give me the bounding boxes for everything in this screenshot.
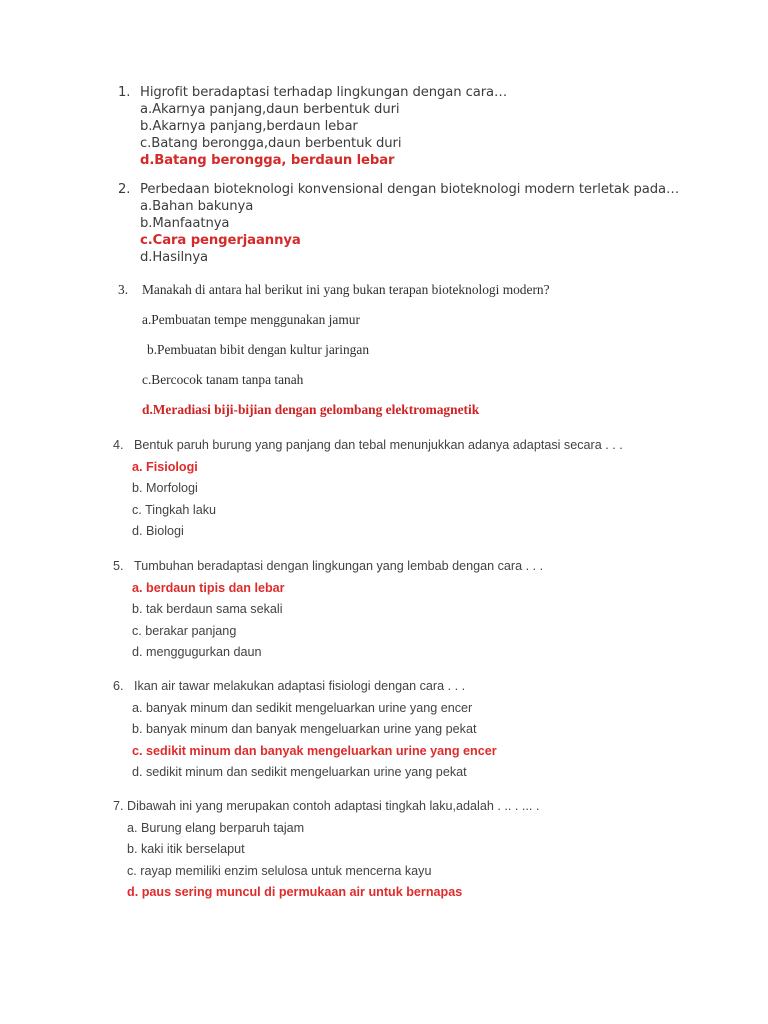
question-number: 7. [113, 799, 124, 813]
option-b[interactable]: b.Pembuatan bibit dengan kultur jaringan [147, 342, 370, 357]
option-c-correct[interactable]: c. sedikit minum dan banyak mengeluarkan urine yang encer [132, 743, 497, 758]
question-prompt-row [0, 679, 768, 694]
option-c[interactable]: c. rayap memiliki enzim selulosa untuk mencerna kayu [127, 863, 432, 878]
question-number: 1. [118, 85, 131, 100]
question-prompt: Ikan air tawar melakukan adaptasi fisiologi dengan cara . . . [134, 679, 466, 693]
option-a[interactable]: a.Bahan bakunya [140, 199, 254, 214]
option-b[interactable]: b. Morfologi [132, 481, 198, 495]
question-block-2 [0, 181, 768, 266]
option-b[interactable]: b. kaki itik berselaput [127, 842, 245, 856]
question-prompt-row [0, 559, 768, 574]
option-d[interactable]: d. menggugurkan daun [132, 645, 262, 659]
option-a[interactable]: a. banyak minum dan sedikit mengeluarkan urine yang encer [132, 700, 473, 715]
question-number: 6. [113, 679, 124, 693]
option-a[interactable]: a.Akarnya panjang,daun berbentuk duri [140, 102, 400, 117]
question-prompt-row [0, 84, 768, 101]
question-prompt: Tumbuhan beradaptasi dengan lingkungan yang lembab dengan cara . . . [134, 559, 544, 573]
question-prompt: Higrofit beradaptasi terhadap lingkungan dengan cara… [140, 85, 508, 100]
question-block-7 [0, 799, 768, 900]
option-a-correct[interactable]: a. berdaun tipis dan lebar [132, 580, 285, 595]
option-a[interactable]: a.Pembuatan tempe menggunakan jamur [142, 312, 360, 327]
option-d-correct[interactable]: d. paus sering muncul di permukaan air untuk bernapas [127, 885, 463, 899]
question-block-4 [0, 438, 768, 539]
option-d[interactable]: d. sedikit minum dan sedikit mengeluarkan urine yang pekat [132, 765, 467, 779]
option-d[interactable]: d.Hasilnya [140, 250, 209, 265]
option-c[interactable]: c.Bercocok tanam tanpa tanah [142, 372, 304, 387]
option-b[interactable]: b.Manfaatnya [140, 216, 230, 231]
option-d-correct[interactable]: d.Meradiasi biji-bijian dengan gelombang elektromagnetik [142, 402, 480, 417]
question-block-3 [0, 282, 768, 418]
question-prompt: Manakah di antara hal berikut ini yang bukan terapan bioteknologi modern? [142, 282, 550, 297]
option-a-correct[interactable]: a. Fisiologi [132, 459, 198, 474]
question-prompt-row [0, 282, 768, 298]
option-a[interactable]: a. Burung elang berparuh tajam [127, 820, 305, 835]
option-b[interactable]: b. banyak minum dan banyak mengeluarkan urine yang pekat [132, 722, 477, 736]
question-prompt-row [0, 799, 768, 814]
question-number: 4. [113, 438, 124, 452]
question-prompt: Bentuk paruh burung yang panjang dan tebal menunjukkan adanya adaptasi secara . . . [134, 438, 623, 452]
question-block-1 [0, 84, 768, 169]
question-prompt: Dibawah ini yang merupakan contoh adaptasi tingkah laku,adalah . .. . ... . [127, 799, 540, 813]
option-c[interactable]: c.Batang berongga,daun berbentuk duri [140, 136, 402, 151]
question-block-6 [0, 679, 768, 780]
option-b[interactable]: b.Akarnya panjang,berdaun lebar [140, 119, 358, 134]
question-number: 5. [113, 559, 124, 573]
option-c-correct[interactable]: c.Cara pengerjaannya [140, 233, 301, 248]
option-c[interactable]: c. Tingkah laku [132, 502, 217, 517]
option-b[interactable]: b. tak berdaun sama sekali [132, 602, 283, 616]
question-number: 3. [118, 282, 129, 297]
question-prompt-row [0, 181, 768, 198]
question-prompt-row [0, 438, 768, 453]
option-c[interactable]: c. berakar panjang [132, 623, 237, 638]
option-d[interactable]: d. Biologi [132, 524, 184, 538]
question-list [0, 84, 768, 900]
option-d-correct[interactable]: d.Batang berongga, berdaun lebar [140, 153, 395, 168]
question-prompt: Perbedaan bioteknologi konvensional dengan bioteknologi modern terletak pada… [140, 182, 680, 197]
question-number: 2. [118, 182, 131, 197]
question-block-5 [0, 559, 768, 660]
